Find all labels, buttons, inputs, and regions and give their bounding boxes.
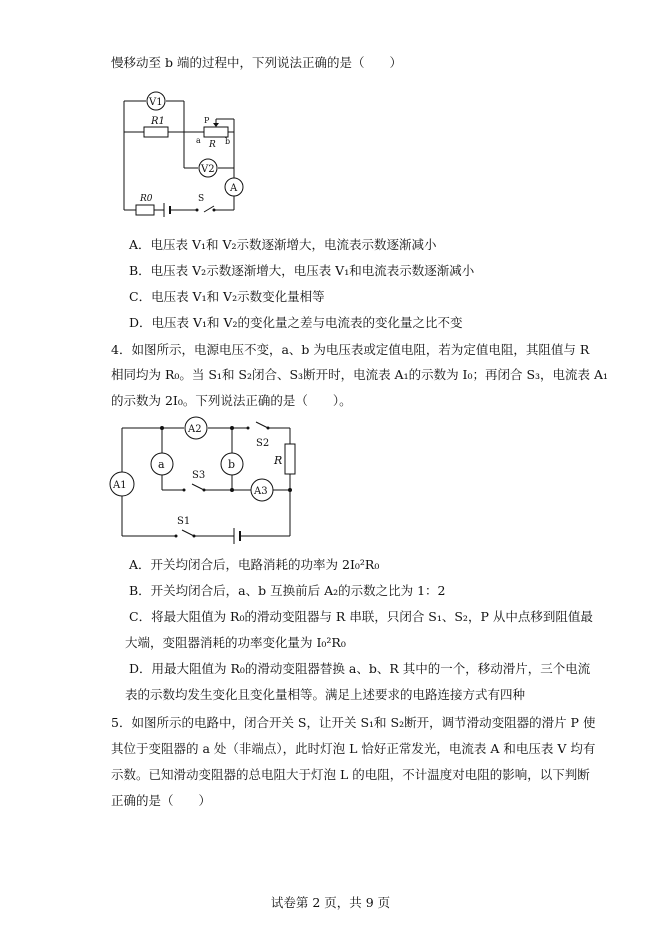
junction-dot bbox=[230, 426, 234, 430]
q4-option-c-line-2: 大端，变阻器消耗的功率变化量为 I₀²R₀ bbox=[125, 635, 346, 650]
switch-contact bbox=[193, 535, 196, 538]
switch-contact bbox=[247, 427, 250, 430]
label-r0: R0 bbox=[140, 194, 153, 204]
q3-option-c: C．电压表 V₁和 V₂示数变化量相等 bbox=[129, 289, 325, 304]
label-r: R bbox=[209, 140, 216, 150]
label-s1: S1 bbox=[177, 516, 191, 527]
switch-contact bbox=[175, 535, 178, 538]
label-a1: A1 bbox=[113, 480, 127, 491]
q3-option-b: B．电压表 V₂示数逐渐增大，电压表 V₁和电流表示数逐渐减小 bbox=[129, 263, 475, 278]
q4-option-b: B．开关均闭合后，a、b 互换前后 A₂的示数之比为 1：2 bbox=[129, 583, 446, 598]
q4-option-a: A．开关均闭合后，电路消耗的功率为 2I₀²R₀ bbox=[129, 557, 380, 572]
label-a2: A2 bbox=[188, 424, 202, 435]
slider-arrow-icon bbox=[213, 123, 219, 127]
q4-option-c-line-1: C．将最大阻值为 R₀的滑动变阻器与 R 串联，只闭合 S₁、S₂，P 从中点移到阻值最 bbox=[129, 609, 593, 624]
q5-stem-line-4: 正确的是（ ） bbox=[111, 793, 212, 808]
label-r1: R1 bbox=[151, 116, 165, 127]
junction-dot bbox=[230, 488, 234, 492]
label-b: b bbox=[228, 458, 236, 471]
label-v2: V2 bbox=[201, 164, 215, 175]
switch-contact bbox=[196, 209, 199, 212]
switch-contact bbox=[267, 427, 270, 430]
label-b: b bbox=[225, 137, 231, 146]
label-r: R bbox=[274, 454, 283, 467]
q3-option-d: D．电压表 V₁和 V₂的变化量之差与电流表的变化量之比不变 bbox=[129, 315, 463, 330]
junction-dot bbox=[288, 488, 292, 492]
q4-stem-line-2: 相同均为 R₀。当 S₁和 S₂闭合、S₃断开时，电流表 A₁的示数为 I₀；再闭合 S₃，电流表 A₁ bbox=[111, 367, 609, 382]
switch-contact bbox=[203, 489, 206, 492]
resistor-r1 bbox=[144, 127, 168, 137]
q5-stem-line-2: 其位于变阻器的 a 处（非端点），此时灯泡 L 恰好正常发光，电流表 A 和电压表 V 均有 bbox=[111, 741, 596, 756]
label-ammeter: A bbox=[230, 183, 238, 194]
q4-stem-line-3: 的示数为 2I₀。下列说法正确的是（ ）。 bbox=[111, 393, 352, 408]
q5-stem-line-1: 5．如图所示的电路中，闭合开关 S，让开关 S₁和 S₂断开，调节滑动变阻器的滑片 P 使 bbox=[111, 715, 596, 730]
label-s: S bbox=[198, 194, 205, 204]
q3-option-a: A．电压表 V₁和 V₂示数逐渐增大，电流表示数逐渐减小 bbox=[129, 237, 437, 252]
label-s3: S3 bbox=[192, 470, 206, 481]
circuit-diagram-q4 bbox=[104, 414, 304, 549]
switch-contact bbox=[213, 209, 216, 212]
question-stem-continuation: 慢移动至 b 端的过程中，下列说法正确的是（ ） bbox=[111, 55, 402, 70]
resistor-r0 bbox=[136, 205, 154, 215]
label-s2: S2 bbox=[256, 438, 270, 449]
q4-option-d-line-1: D．用最大阻值为 R₀的滑动变阻器替换 a、b、R 其中的一个，移动滑片，三个电流 bbox=[129, 661, 591, 676]
q4-stem-line-1: 4．如图所示，电源电压不变，a、b 为电压表或定值电阻，若为定值电阻，其阻值与 R bbox=[111, 342, 590, 357]
label-v1: V1 bbox=[149, 97, 163, 108]
label-a: a bbox=[196, 136, 201, 145]
junction-dot bbox=[160, 426, 164, 430]
q5-stem-line-3: 示数。已知滑动变阻器的总电阻大于灯泡 L 的电阻，不计温度对电阻的影响，以下判断 bbox=[111, 767, 590, 782]
circuit-diagram-q3 bbox=[118, 86, 258, 221]
page-footer: 试卷第 2 页，共 9 页 bbox=[270, 895, 391, 910]
label-a: a bbox=[158, 458, 165, 471]
q4-option-d-line-2: 表的示数均发生变化且变化量相等。满足上述要求的电路连接方式有四种 bbox=[125, 687, 526, 702]
label-p: P bbox=[204, 116, 210, 125]
switch-contact bbox=[183, 489, 186, 492]
rheostat-r bbox=[204, 127, 228, 137]
label-a3: A3 bbox=[254, 486, 268, 497]
resistor-r bbox=[285, 444, 295, 474]
